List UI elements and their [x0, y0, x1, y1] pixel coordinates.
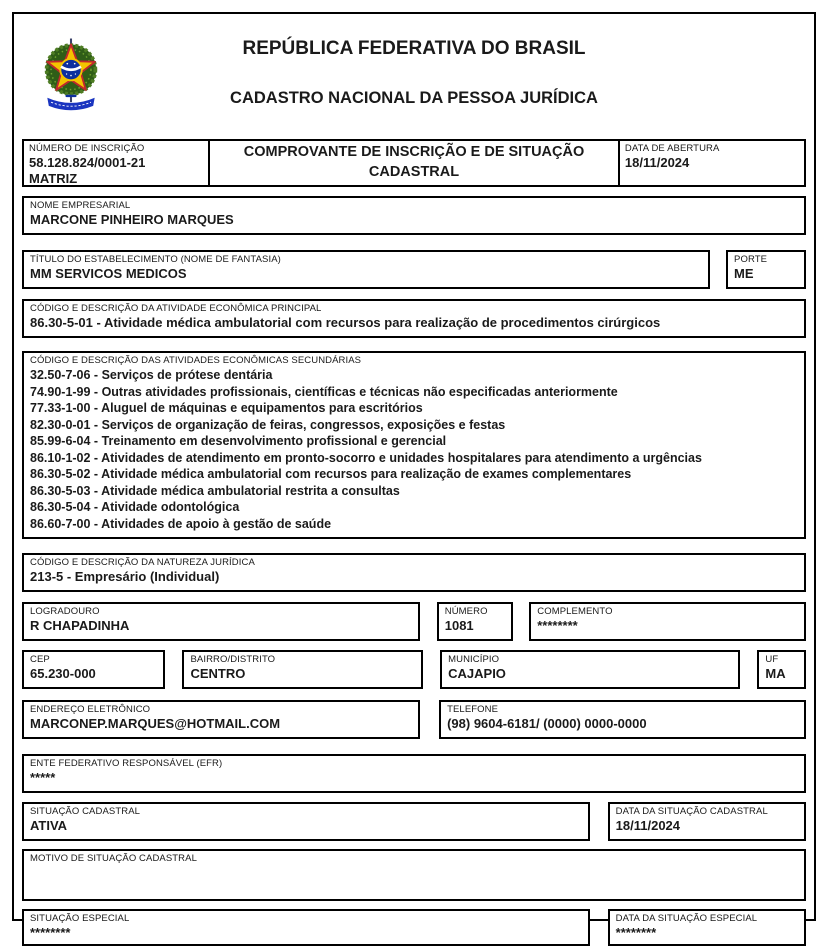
- secondary-activity-item: 86.10-1-02 - Atividades de atendimento em pronto-socorro e unidades hospitalares para atendimento a urgências: [30, 450, 702, 465]
- cep-label: CEP: [30, 654, 50, 665]
- situacao-cadastral-value: ATIVA: [30, 818, 68, 833]
- field-logradouro: [22, 602, 420, 641]
- data-situacao-especial-label: DATA DA SITUAÇÃO ESPECIAL: [615, 913, 758, 924]
- contact-row: [22, 700, 806, 739]
- field-email: [22, 700, 420, 739]
- uf-value: MA: [765, 666, 786, 681]
- secondary-activity-item: 85.99-6-04 - Treinamento em desenvolvimento profissional e gerencial: [30, 434, 447, 448]
- opening-date-value: 18/11/2024: [624, 155, 690, 170]
- cep-value: 65.230-000: [30, 666, 96, 681]
- situacao-cadastral-label: SITUAÇÃO CADASTRAL: [30, 806, 141, 817]
- field-motivo-situacao: [22, 849, 806, 901]
- address-row-2: [22, 650, 806, 689]
- efr-value: *****: [30, 770, 56, 785]
- email-label: ENDEREÇO ELETRÔNICO: [30, 704, 151, 715]
- bairro-value: CENTRO: [190, 666, 246, 681]
- situacao-especial-value: ********: [30, 925, 71, 940]
- field-uf: [757, 650, 806, 689]
- uf-label: UF: [765, 654, 779, 665]
- field-situacao-especial: [22, 909, 590, 946]
- logradouro-value: R CHAPADINHA: [30, 618, 130, 633]
- data-situacao-cadastral-value: 18/11/2024: [615, 818, 681, 833]
- field-nome-fantasia: [22, 250, 710, 289]
- municipio-label: MUNICÍPIO: [448, 654, 500, 665]
- complemento-value: ********: [537, 618, 578, 633]
- secondary-activity-item: 86.30-5-03 - Atividade médica ambulatorial restrita a consultas: [30, 483, 400, 498]
- logradouro-label: LOGRADOURO: [30, 606, 100, 617]
- porte-label: PORTE: [734, 254, 768, 265]
- inscription-number-value: 58.128.824/0001-21: [29, 155, 146, 170]
- natureza-juridica-value: 213-5 - Empresário (Individual): [30, 569, 220, 584]
- nome-empresarial-value: MARCONE PINHEIRO MARQUES: [30, 212, 234, 227]
- municipio-value: CAJAPIO: [448, 666, 506, 681]
- atividades-secundarias-label: CÓDIGO E DESCRIÇÃO DAS ATIVIDADES ECONÔMICAS SECUNDÁRIAS: [30, 355, 362, 366]
- secondary-activity-item: 32.50-7-06 - Serviços de prótese dentária: [30, 368, 273, 382]
- atividade-principal-label: CÓDIGO E DESCRIÇÃO DA ATIVIDADE ECONÔMICA PRINCIPAL: [30, 303, 322, 314]
- secondary-activity-item: 82.30-0-01 - Serviços de organização de feiras, congressos, exposições e festas: [30, 417, 506, 432]
- nome-fantasia-label: TÍTULO DO ESTABELECIMENTO (NOME DE FANTASIA): [30, 254, 281, 265]
- field-numero: [437, 602, 513, 641]
- data-situacao-cadastral-label: DATA DA SITUAÇÃO CADASTRAL: [615, 806, 768, 817]
- email-value: MARCONEP.MARQUES@HOTMAIL.COM: [30, 716, 281, 731]
- situacao-especial-label: SITUAÇÃO ESPECIAL: [30, 913, 130, 924]
- field-data-situacao-cadastral: [608, 802, 806, 841]
- field-situacao-cadastral: [22, 802, 590, 841]
- field-natureza-juridica: [22, 553, 806, 592]
- field-nome-empresarial: [22, 196, 806, 235]
- inscription-number-cell: [24, 141, 208, 185]
- address-row-1: [22, 602, 806, 641]
- fantasia-porte-row: [22, 250, 806, 289]
- field-complemento: [529, 602, 806, 641]
- atividade-principal-value: 86.30-5-01 - Atividade médica ambulatorial com recursos para realização de procedimentos cirúrgicos: [30, 315, 661, 330]
- field-cep: [22, 650, 165, 689]
- registration-header-row: [22, 139, 806, 187]
- opening-date-label: DATA DE ABERTURA: [624, 143, 720, 154]
- porte-value: ME: [734, 266, 754, 281]
- secondary-activity-item: 86.30-5-04 - Atividade odontológica: [30, 500, 240, 514]
- brazil-coat-of-arms-icon: [34, 36, 108, 118]
- certificate-body: [12, 12, 816, 940]
- situacao-cadastral-row: [22, 802, 806, 841]
- data-situacao-especial-value: ********: [615, 925, 657, 940]
- secondary-activity-item: 86.60-7-00 - Atividades de apoio à gestão de saúde: [30, 516, 332, 531]
- field-data-situacao-especial: [608, 909, 806, 946]
- secondary-activity-item: 77.33-1-00 - Aluguel de máquinas e equipamentos para escritórios: [30, 401, 423, 415]
- republic-title: REPÚBLICA FEDERATIVA DO BRASIL: [242, 38, 586, 59]
- complemento-label: COMPLEMENTO: [537, 606, 613, 617]
- nome-fantasia-value: MM SERVICOS MEDICOS: [30, 266, 187, 281]
- motivo-situacao-label: MOTIVO DE SITUAÇÃO CADASTRAL: [30, 853, 197, 864]
- secondary-activity-item: 74.90-1-99 - Outras atividades profissionais, científicas e técnicas não especificadas anteriormente: [30, 384, 618, 399]
- field-telefone: [439, 700, 806, 739]
- secondary-activity-item: 86.30-5-02 - Atividade médica ambulatorial com recursos para realização de exames complementares: [30, 467, 632, 481]
- field-porte: [726, 250, 806, 289]
- bairro-label: BAIRRO/DISTRITO: [190, 654, 276, 665]
- telefone-value: (98) 9604-6181/ (0000) 0000-0000: [447, 716, 647, 731]
- document-header: [22, 14, 806, 139]
- field-atividades-secundarias: [22, 351, 806, 539]
- situacao-especial-row: [22, 909, 806, 946]
- numero-label: NÚMERO: [444, 606, 488, 617]
- document-title: COMPROVANTE DE INSCRIÇÃO E DE SITUAÇÃO CADASTRAL: [208, 141, 620, 185]
- field-bairro: [182, 650, 423, 689]
- opening-date-cell: [620, 141, 804, 185]
- inscription-type-value: MATRIZ: [29, 171, 78, 186]
- field-atividade-principal: [22, 299, 806, 338]
- cnpj-register-title: CADASTRO NACIONAL DA PESSOA JURÍDICA: [230, 89, 598, 107]
- efr-label: ENTE FEDERATIVO RESPONSÁVEL (EFR): [30, 758, 223, 769]
- natureza-juridica-label: CÓDIGO E DESCRIÇÃO DA NATUREZA JURÍDICA: [30, 557, 255, 568]
- telefone-label: TELEFONE: [447, 704, 499, 715]
- nome-empresarial-label: NOME EMPRESARIAL: [30, 200, 131, 211]
- numero-value: 1081: [444, 618, 474, 633]
- field-efr: [22, 754, 806, 793]
- field-municipio: [440, 650, 740, 689]
- inscription-number-label: NÚMERO DE INSCRIÇÃO: [29, 143, 145, 154]
